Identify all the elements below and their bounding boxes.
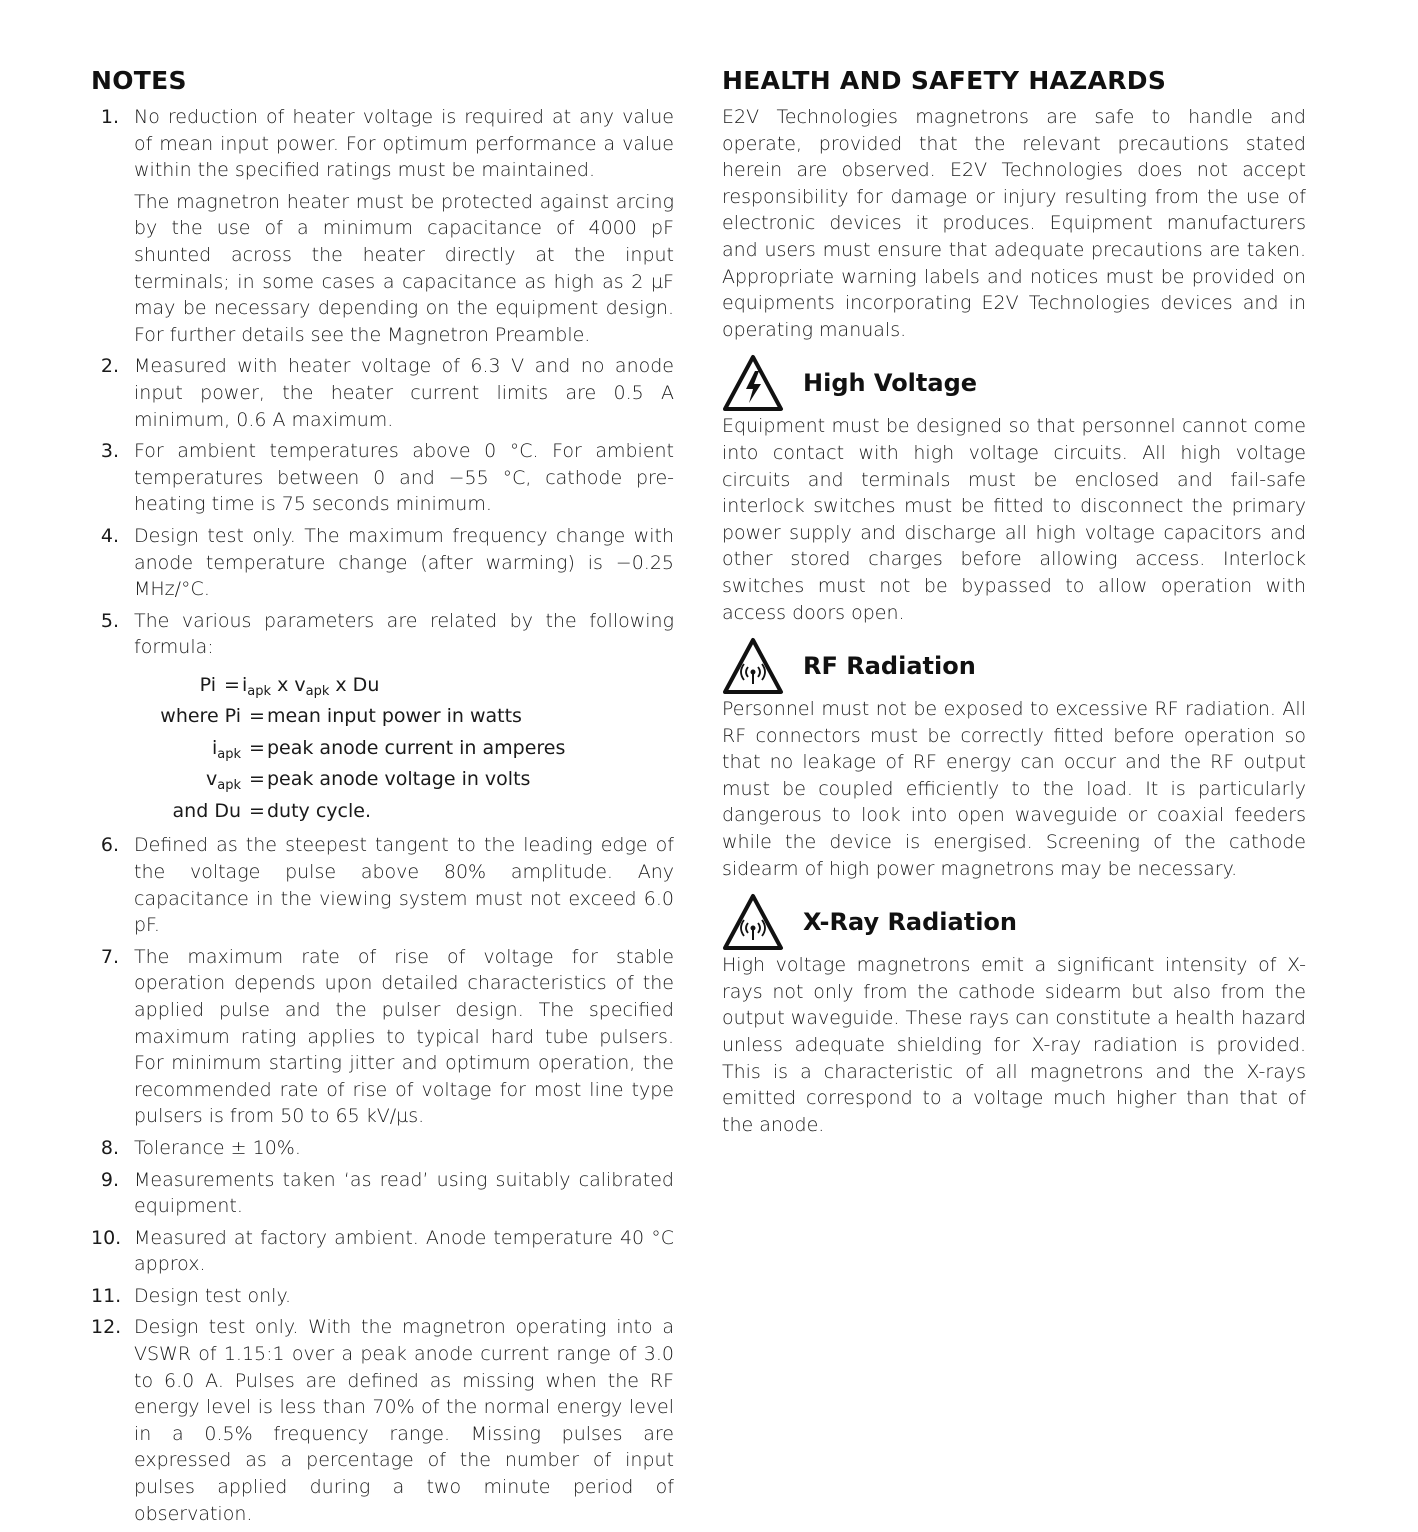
formula-row <box>134 733 674 765</box>
note-2 <box>91 353 674 433</box>
note-text: Design test only. With the magnetron operating into a VSWR of 1.15:1 over a peak anode current range of 3.0 to 6.0 A. Pulses are defined as missing when the RF energy level is less than 70% of the normal energy level in a 0.5% frequency range. Missing pulses are expressed as a percentage of the number of input pulses applied during a two minute period of observation. <box>134 1316 674 1525</box>
note-text: Design test only. The maximum frequency change with anode temperature change (after warming) is −0.25 MHz/°C. <box>134 524 674 601</box>
formula-lhs: and Du <box>172 799 241 822</box>
note-number: 6. <box>100 834 119 857</box>
formula-lhs: where Pi <box>160 705 241 728</box>
note-number: 9. <box>100 1168 119 1191</box>
hazard-title: High Voltage <box>803 369 978 398</box>
formula-times-du: x Du <box>329 673 380 696</box>
note-number: 1. <box>100 106 119 128</box>
note-text: Measurements taken ‘as read’ using suitably calibrated equipment. <box>134 1168 674 1218</box>
formula-subscript: apk <box>247 683 272 699</box>
formula-var-v: v <box>206 768 218 791</box>
xray-radiation-warning-icon <box>722 893 784 951</box>
formula-equals: = <box>249 768 265 791</box>
formula-rhs: peak anode current in amperes <box>267 736 566 759</box>
formula-rhs: peak anode voltage in volts <box>267 768 531 791</box>
note-text-continued: The magnetron heater must be protected against arcing by the use of a minimum capacitance of 4000 pF shunted across the heater directly at the input terminals; in some cases a capacitance as high as 2 µF may be necessary depending on the equipment design. For further details see the Magnetron Preamble. <box>134 190 674 346</box>
formula-rhs: duty cycle. <box>267 799 371 822</box>
high-voltage-warning-icon <box>722 354 784 412</box>
note-3 <box>91 438 674 518</box>
hazard-title: X-Ray Radiation <box>803 908 1017 937</box>
note-number: 4. <box>100 524 119 547</box>
note-12 <box>91 1314 674 1527</box>
hazard-header-rf-radiation <box>722 636 1306 696</box>
note-number: 10. <box>91 1226 122 1249</box>
hazard-header-xray-radiation <box>722 892 1306 952</box>
note-number: 3. <box>100 440 119 463</box>
note-number: 8. <box>100 1136 119 1159</box>
formula-var-i: i <box>211 736 218 759</box>
formula-subscript: apk <box>305 683 330 699</box>
formula-rhs <box>242 670 379 702</box>
hazard-header-high-voltage <box>722 353 1306 413</box>
formula-block <box>134 670 674 828</box>
formula-subscript: apk <box>217 746 241 762</box>
note-text: For ambient temperatures above 0 °C. For ambient temperatures between 0 and −55 °C, cathode pre-heating time is 75 seconds minimum. <box>134 440 674 516</box>
hazard-text-rf-radiation: Personnel must not be exposed to excessive RF radiation. All RF connectors must be correctly fitted before operation so that no leakage of RF energy can occur and the RF output must be coupled efficiently to the load. It is particularly dangerous to look into open waveguide or coaxial feeders while the device is energised. Screening of the cathode sidearm of high power magnetrons may be necessary. <box>722 698 1306 880</box>
hazard-text-high-voltage: Equipment must be designed so that personnel cannot come into contact with high voltage circuits. All high voltage circuits and terminals must be enclosed and fail-safe interlock switches must be fitted to disconnect the primary power supply and discharge all high voltage capacitors and other stored charges before allowing access. Interlock switches must not be bypassed to allow operation with access doors open. <box>722 415 1306 624</box>
hazards-heading: HEALTH AND SAFETY HAZARDS <box>722 66 1167 95</box>
note-text: The various parameters are related by the following formula: <box>134 609 674 659</box>
formula-lhs <box>134 733 247 765</box>
note-1 <box>91 104 674 348</box>
note-5 <box>91 608 674 828</box>
note-number: 7. <box>100 945 119 968</box>
formula-equals: = <box>224 673 240 696</box>
formula-var-i: i <box>242 673 248 696</box>
hazards-intro: E2V Technologies magnetrons are safe to handle and operate, provided that the relevant precautions stated herein are observed. E2V Technologies does not accept responsibility for damage or injury resulting from the use of electronic devices it produces. Equipment manufacturers and users must ensure that adequate precautions are taken. Appropriate warning labels and notices must be provided on equipments incorporating E2V Technologies devices and in operating manuals. <box>722 106 1306 341</box>
note-6 <box>91 832 674 938</box>
note-text: Defined as the steepest tangent to the leading edge of the voltage pulse above 80% amplitude. Any capacitance in the viewing system must not exceed 6.0 pF. <box>134 834 674 937</box>
note-text: Tolerance ± 10%. <box>134 1136 301 1159</box>
note-4 <box>91 523 674 603</box>
note-number: 2. <box>100 355 119 378</box>
formula-times: x <box>271 673 295 696</box>
note-11 <box>91 1283 674 1310</box>
note-text: Measured at factory ambient. Anode temperature 40 °C approx. <box>134 1226 674 1276</box>
note-10 <box>91 1225 674 1278</box>
formula-var-v: v <box>294 673 306 696</box>
formula-row <box>134 670 674 702</box>
note-9 <box>91 1167 674 1220</box>
note-text: The maximum rate of rise of voltage for stable operation depends upon detailed characteristics of the applied pulse and the pulser design. The specified maximum rating applies to typical hard tube pulsers. For minimum starting jitter and optimum operation, the recommended rate of rise of voltage for most line type pulsers is from 50 to 65 kV/µs. <box>134 945 674 1128</box>
formula-lhs: Pi <box>199 673 216 696</box>
notes-heading: NOTES <box>91 66 187 95</box>
formula-row <box>134 764 674 796</box>
note-number: 5. <box>100 609 119 632</box>
notes-list <box>91 104 674 1527</box>
note-8 <box>91 1135 674 1162</box>
note-number: 11. <box>91 1284 122 1307</box>
notes-column <box>91 62 674 1532</box>
formula-subscript: apk <box>217 778 241 794</box>
note-7 <box>91 944 674 1130</box>
hazard-text-xray-radiation: High voltage magnetrons emit a significant intensity of X-rays not only from the cathode sidearm but also from the output waveguide. These rays can constitute a health hazard unless adequate shielding for X-ray radiation is provided. This is a characteristic of all magnetrons and the X-rays emitted correspond to a voltage much higher than that of the anode. <box>722 954 1306 1136</box>
formula-row <box>134 796 674 828</box>
formula-row <box>134 701 674 733</box>
note-text: Measured with heater voltage of 6.3 V and no anode input power, the heater current limits are 0.5 A minimum, 0.6 A maximum. <box>134 355 674 431</box>
note-text: Design test only. <box>134 1284 292 1307</box>
note-number: 12. <box>91 1316 122 1339</box>
hazard-title: RF Radiation <box>803 652 976 681</box>
formula-equals: = <box>249 736 265 759</box>
formula-rhs: mean input power in watts <box>267 705 522 728</box>
formula-equals: = <box>249 705 265 728</box>
hazards-column <box>722 62 1306 1138</box>
note-text: No reduction of heater voltage is required at any value of mean input power. For optimum performance a value within the specified ratings must be maintained. <box>134 106 674 182</box>
formula-lhs <box>134 764 247 796</box>
rf-radiation-warning-icon <box>722 637 784 695</box>
formula-equals: = <box>249 799 265 822</box>
